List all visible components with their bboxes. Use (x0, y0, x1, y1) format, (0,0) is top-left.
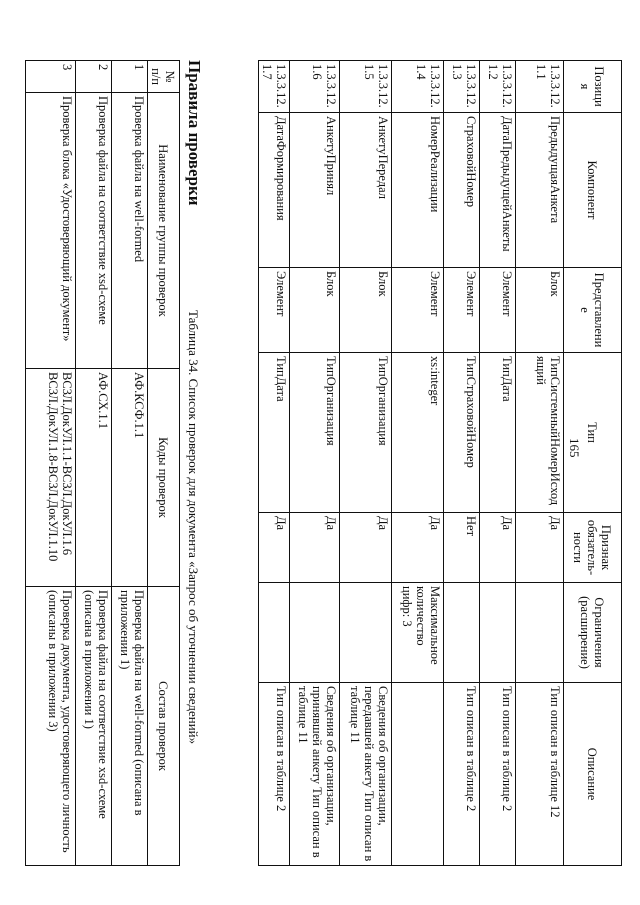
cell-type: ТипОрганизация (340, 353, 392, 513)
cell-representation: Блок (516, 268, 564, 353)
cell-position: 1.3.3.12.1.2 (480, 61, 516, 113)
cell-check-composition: Проверка файла на соответствие xsd-схеме (описана в приложении 1) (76, 587, 112, 866)
cell-component: АнкетуПередал (340, 113, 392, 268)
cell-required: Да (480, 513, 516, 583)
cell-position: 1.3.3.12.1.4 (392, 61, 444, 113)
header-component: Компонент (564, 113, 622, 268)
components-header-row (564, 61, 622, 866)
table-row (516, 61, 564, 866)
header-check-codes: Коды проверок (148, 369, 180, 587)
header-number: № п/п (148, 61, 180, 93)
cell-position: 1.3.3.12.1.6 (290, 61, 340, 113)
cell-group-name: Проверка файла на well-formed (112, 93, 148, 369)
page-number: 165 (567, 438, 582, 458)
cell-required: Да (392, 513, 444, 583)
cell-check-composition: Проверка документа, удостоверяющего личность (описаны в приложении 3) (26, 587, 76, 866)
cell-representation: Блок (340, 268, 392, 353)
cell-restrictions (480, 583, 516, 683)
cell-description: Тип описан в таблице 2 (259, 683, 290, 866)
cell-position: 1.3.3.12.1.5 (340, 61, 392, 113)
cell-check-codes: АФ.СХ.1.1 (76, 369, 112, 587)
table-row (392, 61, 444, 866)
table-row (259, 61, 290, 866)
cell-position: 1.3.3.12.1.7 (259, 61, 290, 113)
cell-description: Тип описан в таблице 2 (444, 683, 480, 866)
cell-position: 1.3.3.12.1.1 (516, 61, 564, 113)
cell-representation: Элемент (444, 268, 480, 353)
cell-component: СтраховойНомер (444, 113, 480, 268)
table-row (480, 61, 516, 866)
header-representation: Представление (564, 268, 622, 353)
cell-required: Да (290, 513, 340, 583)
cell-group-name: Проверка файла на соответствие xsd-схеме (76, 93, 112, 369)
cell-position: 1.3.3.12.1.3 (444, 61, 480, 113)
cell-description: Тип описан в таблице 2 (480, 683, 516, 866)
table-caption: Таблица 34. Список проверок для документа «Запрос об уточнении сведений» (186, 310, 201, 745)
cell-description: Тип описан в таблице 12 (516, 683, 564, 866)
cell-required: Да (259, 513, 290, 583)
cell-component: НомерРеализации (392, 113, 444, 268)
table-row (26, 61, 76, 866)
cell-type: xs:integer (392, 353, 444, 513)
cell-check-composition: Проверка файла на well-formed (описана в приложении 1) (112, 587, 148, 866)
table-row (76, 61, 112, 866)
header-check-composition: Состав проверок (148, 587, 180, 866)
cell-number: 2 (76, 61, 112, 93)
cell-representation: Блок (290, 268, 340, 353)
cell-component: ДатаПредыдущейАнкеты (480, 113, 516, 268)
table-row (444, 61, 480, 866)
cell-type: ТипСтраховойНомер (444, 353, 480, 513)
cell-restrictions (290, 583, 340, 683)
header-type: Тип (564, 353, 622, 513)
header-restrictions: Ограничения (расширение) (564, 583, 622, 683)
table-row (340, 61, 392, 866)
header-description: Описание (564, 683, 622, 866)
cell-restrictions: Максимальное количество цифр: 3 (392, 583, 444, 683)
cell-component: ДатаФормирования (259, 113, 290, 268)
cell-type: ТипДата (480, 353, 516, 513)
cell-component: ПредыдущаяАнкета (516, 113, 564, 268)
cell-description: Сведения об организации, принявшей анкету Тип описан в таблице 11 (290, 683, 340, 866)
section-title: Правила проверки (185, 60, 204, 206)
cell-required: Да (516, 513, 564, 583)
cell-type: ТипСистемныйНомерИсходящий (516, 353, 564, 513)
cell-type: ТипОрганизация (290, 353, 340, 513)
cell-number: 3 (26, 61, 76, 93)
cell-representation: Элемент (259, 268, 290, 353)
table-row (112, 61, 148, 866)
cell-required: Да (340, 513, 392, 583)
cell-restrictions (444, 583, 480, 683)
components-table (258, 60, 622, 866)
cell-restrictions (340, 583, 392, 683)
table-row (290, 61, 340, 866)
cell-type: ТипДата (259, 353, 290, 513)
checks-table (25, 60, 180, 866)
cell-check-codes: ВСЗЛ.ДокУЛ.1.1-ВСЗЛ.ДокУЛ.1.6 ВСЗЛ.ДокУЛ.1.8-ВСЗЛ.ДокУЛ.1.10 (26, 369, 76, 587)
checks-header-row (148, 61, 180, 866)
cell-description: Сведения об организации, передавшей анкету Тип описан в таблице 11 (340, 683, 392, 866)
cell-representation: Элемент (480, 268, 516, 353)
cell-check-codes: АФ.КСФ.1.1 (112, 369, 148, 587)
page-content (32, 60, 622, 865)
header-group-name: Наименование группы проверок (148, 93, 180, 369)
cell-description (392, 683, 444, 866)
cell-group-name: Проверка блока «Удостоверяющий документ» (26, 93, 76, 369)
cell-representation: Элемент (392, 268, 444, 353)
cell-restrictions (516, 583, 564, 683)
cell-component: АнкетуПринял (290, 113, 340, 268)
cell-required: Нет (444, 513, 480, 583)
header-required: Признак обязатель-ности (564, 513, 622, 583)
header-position: Позиция (564, 61, 622, 113)
cell-number: 1 (112, 61, 148, 93)
cell-restrictions (259, 583, 290, 683)
